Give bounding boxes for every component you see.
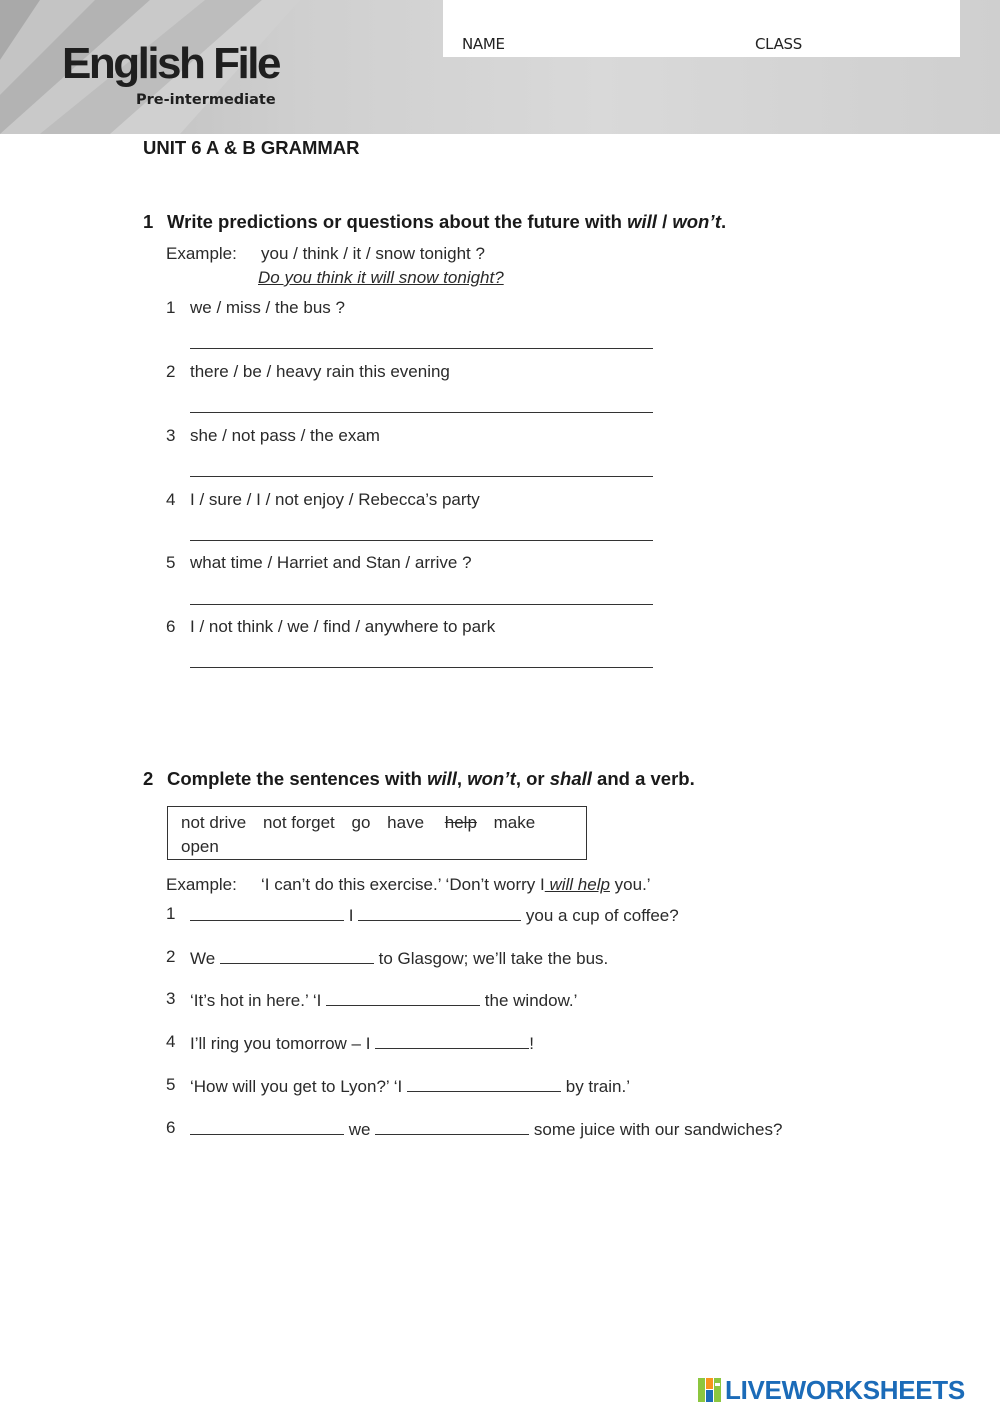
item-number: 1 [166,904,176,923]
sentence [190,904,679,926]
example-prompt: you / think / it / snow tonight ? [261,244,485,263]
item-number: 5 [166,1075,176,1094]
blank-field[interactable] [190,904,344,921]
instruction-text: Complete the sentences with [167,768,428,789]
example-2-label: Example: [166,875,237,894]
name-class-box [443,0,960,57]
example-answer: will help [544,875,610,894]
instruction-wont: won’t [672,211,721,232]
exercise-1-heading [143,211,726,233]
word-option: not drive [181,813,247,832]
sentence-text: some juice with our sandwiches? [529,1120,783,1139]
name-label: NAME [462,35,505,53]
sentence-text: ‘How will you get to Lyon?’ ‘I [190,1077,408,1096]
answer-line[interactable] [190,604,653,605]
blank-field[interactable] [190,1118,344,1135]
sentence-text: ! [529,1034,534,1053]
item-number: 2 [166,947,176,966]
logo-title: English File [62,39,279,88]
item-prompt: she / not pass / the exam [190,426,380,445]
sentence-text: ‘It’s hot in here.’ ‘I [190,991,327,1010]
example-2-sentence [261,875,651,895]
sentence [190,947,608,969]
word-list [181,811,581,859]
instruction-shall: shall [549,768,592,789]
sentence-text: by train.’ [561,1077,630,1096]
item-prompt: what time / Harriet and Stan / arrive ? [190,553,472,572]
unit-title: UNIT 6 A & B GRAMMAR [143,137,360,158]
answer-line[interactable] [190,348,653,349]
item-number: 2 [166,362,176,381]
page-header [0,0,1000,134]
sentence-text: I’ll ring you tomorrow – I [190,1034,376,1053]
item-prompt: I / sure / I / not enjoy / Rebecca’s party [190,490,480,509]
blank-field[interactable] [375,1118,529,1135]
item-prompt: we / miss / the bus ? [190,298,345,317]
blank-field[interactable] [407,1075,561,1092]
answer-line[interactable] [190,412,653,413]
item-number: 3 [166,989,176,1008]
item-number: 4 [166,1032,176,1051]
exercise-number: 2 [143,768,154,789]
instruction-wont: won’t [467,768,516,789]
blank-field[interactable] [220,947,374,964]
example-answer: Do you think it will snow tonight? [258,268,504,287]
example-text-end: you.’ [609,875,651,894]
instruction-will: will [427,768,457,789]
word-option-used: help [444,813,477,832]
example-text: ‘I can’t do this exercise.’ ‘Don’t worry I [261,875,545,894]
instruction-end: and a verb. [591,768,695,789]
item-number: 1 [166,298,176,317]
sentence [190,1118,782,1140]
sentence [190,1075,630,1097]
sentence-text: you a cup of coffee? [521,906,679,925]
blank-field[interactable] [375,1032,529,1049]
sentence-text: I [344,906,359,925]
answer-line[interactable] [190,540,653,541]
exercise-number: 1 [143,211,154,232]
item-number: 6 [166,617,176,636]
instruction-comma: , [456,768,468,789]
sentence-text: We [190,949,220,968]
item-number: 4 [166,490,176,509]
class-label: CLASS [755,35,802,53]
instruction-separator: / [656,211,673,232]
example-label: Example: [166,244,237,263]
blank-field[interactable] [326,989,480,1006]
liveworksheets-logo-icon [697,1377,723,1403]
item-prompt: there / be / heavy rain this evening [190,362,450,381]
word-option: open [181,837,219,856]
instruction-end: . [721,211,727,232]
answer-line[interactable] [190,667,653,668]
english-file-logo [62,39,279,108]
instruction-text: Write predictions or questions about the future with [167,211,628,232]
instruction-will: will [627,211,657,232]
answer-line[interactable] [190,476,653,477]
exercise-2-heading [143,768,695,790]
item-number: 5 [166,553,176,572]
sentence [190,1032,534,1054]
item-number: 3 [166,426,176,445]
sentence-text: we [344,1120,376,1139]
word-option: go [351,813,371,832]
word-option: have [387,813,425,832]
item-prompt: I / not think / we / find / anywhere to park [190,617,496,636]
word-option: make [493,813,536,832]
instruction-or: , or [515,768,550,789]
word-option: not forget [262,813,335,832]
blank-field[interactable] [358,904,521,921]
liveworksheets-brand: LIVEWORKSHEETS [725,1375,965,1405]
logo-subtitle: Pre-intermediate [136,92,276,108]
word-box [167,806,587,860]
sentence-text: the window.’ [480,991,578,1010]
item-number: 6 [166,1118,176,1137]
sentence-text: to Glasgow; we’ll take the bus. [373,949,609,968]
sentence [190,989,577,1011]
